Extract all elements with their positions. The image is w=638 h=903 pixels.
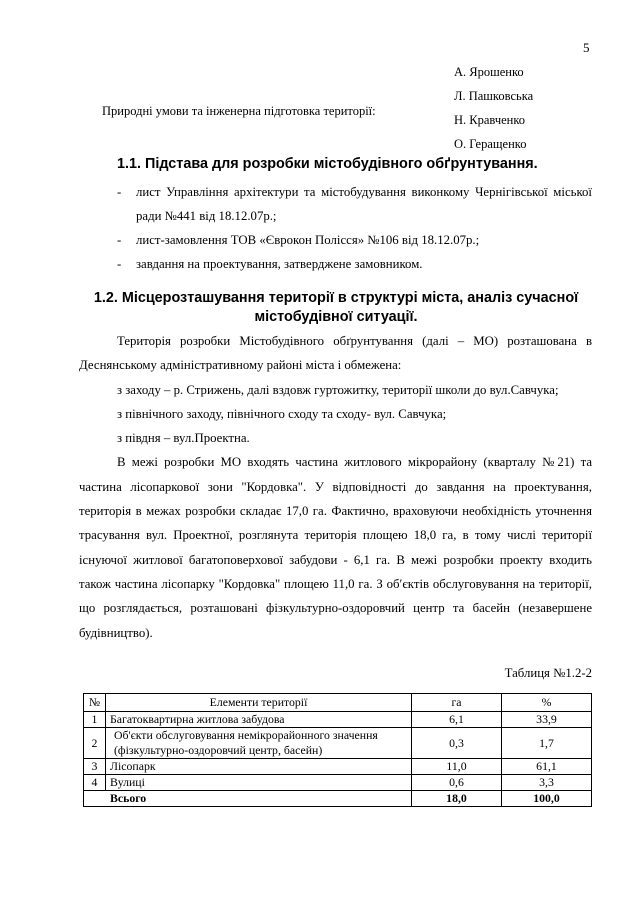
author-name: А. Ярошенко: [454, 65, 524, 79]
author-name: Н. Кравченко: [454, 113, 526, 127]
table-row: [84, 728, 592, 759]
body-paragraph: з півдня – вул.Проектна.: [117, 431, 250, 446]
list-bullet: -: [117, 257, 122, 271]
list-item-text: лист-замовлення ТОВ «Єврокон Полісся» №106 від 18.12.07р.;: [136, 233, 480, 247]
authors-list: [454, 60, 533, 156]
table-cell: Лісопарк: [106, 759, 412, 775]
list-bullet: -: [117, 233, 122, 247]
table-header-row: [84, 694, 592, 712]
table-total-value: 100,0: [502, 791, 592, 807]
table-row: [84, 759, 592, 775]
body-paragraph: з північного заходу, північного сходу та сходу- вул. Савчука;: [117, 406, 447, 421]
table-cell: 2: [84, 728, 106, 759]
table-cell: 1: [84, 712, 106, 728]
list-item-text: завдання на проектування, затверджене замовником.: [136, 257, 423, 271]
table-header-cell: %: [502, 694, 592, 712]
table-cell: Багатоквартирна житлова забудова: [106, 712, 412, 728]
table-cell: 61,1: [502, 759, 592, 775]
table-cell: 3,3: [502, 775, 592, 791]
table-cell: 0,6: [412, 775, 502, 791]
author-name: Л. Пашковська: [454, 89, 534, 103]
list-item-text: лист Управління архітектури та містобудування виконкому Чернігівської міської ради №441 від 18.12.07р.;: [136, 185, 592, 223]
table-header-cell: га: [412, 694, 502, 712]
page-number: 5: [583, 40, 590, 55]
table-cell: 4: [84, 775, 106, 791]
list-bullet: -: [117, 185, 122, 199]
table-cell: 6,1: [412, 712, 502, 728]
table-cell: 11,0: [412, 759, 502, 775]
section-1-1-heading: 1.1. Підстава для розробки містобудівного обґрунтування.: [117, 156, 538, 172]
table-header-cell: №: [84, 694, 106, 712]
table-caption: Таблиця №1.2-2: [504, 666, 592, 680]
table-total-label: Всього: [84, 791, 412, 807]
body-paragraph: з заходу – р. Стрижень, далі вздовж гуртожитку, території школи до вул.Савчука;: [117, 382, 559, 397]
table-cell: Об'єкти обслуговування немікрорайонного значення (фізкультурно-оздоровчий центр, басейн): [106, 728, 412, 759]
table-cell: 3: [84, 759, 106, 775]
table-row: [84, 712, 592, 728]
body-paragraph: В межі розробки МО входять частина житлового мікрорайону (кварталу №21) та частина лісопаркової зони "Кордовка". У відповідності до завдання на проектування, територія в межах розробки складає 17,0 га. Фактично, враховуючи необхідність уточнення трасування вул. Проектної, розглянута територія площею 18,0 га, в тому числі території існуючої житлової багатоповерхової забудови - 6,1 га. В межі розробки проекту входить також частина лісопарку "Кордовка" площею 11,0 га. З об′єктів обслуговування на території, що розглядається, розташовані фізкультурно-оздоровчий центр та басейн (незавершене будівництво).: [79, 455, 592, 640]
section-1-2-heading: 1.2. Місцерозташування території в структурі міста, аналіз сучасної містобудівної ситуації.: [93, 290, 579, 325]
table-header-cell: Елементи території: [106, 694, 412, 712]
body-paragraph: Територія розробки Містобудівного обґрунтування (далі – МО) розташована в Деснянському адміністративному районі міста і обмежена:: [79, 334, 592, 373]
table-cell: Вулиці: [106, 775, 412, 791]
territory-table: [83, 693, 592, 807]
section-1-1-list: [117, 180, 592, 276]
document-subject: Природні умови та інженерна підготовка території:: [102, 104, 376, 118]
table-row: [84, 775, 592, 791]
table-cell: 1,7: [502, 728, 592, 759]
list-item: [117, 252, 592, 276]
author-name: О. Геращенко: [454, 137, 527, 151]
table-cell: 33,9: [502, 712, 592, 728]
section-1-2-body: [79, 329, 592, 645]
table-cell: 0,3: [412, 728, 502, 759]
list-item: [117, 228, 592, 252]
table-total-value: 18,0: [412, 791, 502, 807]
list-item: [117, 180, 592, 228]
table-total-row: [84, 791, 592, 807]
